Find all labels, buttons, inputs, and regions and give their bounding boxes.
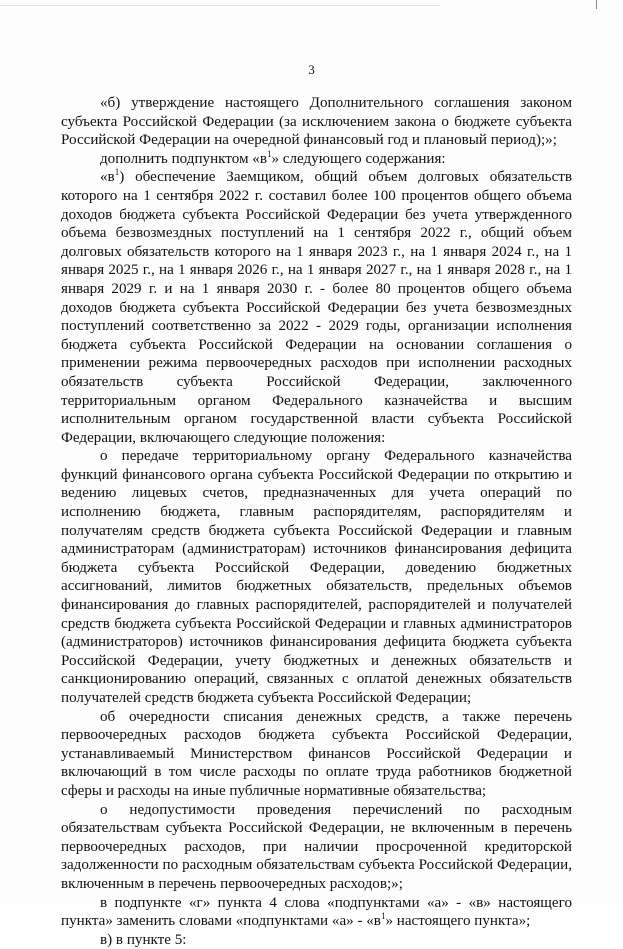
paragraph-p1 (61, 94, 572, 150)
text-run: дополнить подпунктом «в (100, 150, 267, 167)
scan-edge-line (0, 5, 440, 6)
superscript: 1 (380, 911, 386, 922)
text-run: о передаче территориальному органу Федерального казначейства функций финансового органа субъекта Российской Федерации по открытию и ведению лицевых счетов, предназначенных для учета операций по исполнению бюджета, главным распорядителям, распорядителям и получателям средств бюджета субъекта Российской Федерации и главным администраторам (администраторам) источников финансирования дефицита бюджета субъекта Российской Федерации, доведению бюджетных ассигнований, лимитов бюджетных обязательств, предельных объемов финансирования до главных распорядителей, распорядителей и получателей средств бюджета субъекта Российской Федерации и главных администраторов (администраторов) источников финансирования дефицита бюджета субъекта Российской Федерации, учету бюджетных и денежных обязательств и санкционированию операций, связанных с оплатой денежных обязательств получателей средств бюджета субъекта Российской Федерации; (61, 448, 572, 706)
text-run: ) обеспечение Заемщиком, общий объем долговых обязательств которого на 1 сентября 2022 г. составил более 100 процентов общего объема доходов бюджета субъекта Российской Федерации без учета утвержденного объема безвозмездных поступлений на 1 сентября 2022 г., общий объем долговых обязательств которого на 1 января 2023 г., на 1 января 2024 г., на 1 января 2025 г., на 1 января 2026 г., на 1 января 2027 г., на 1 января 2028 г., на 1 января 2029 г. и на 1 января 2030 г. - более 80 процентов общего объема доходов бюджета субъекта Российской Федерации без учета безвозмездных поступлений соответственно за 2022 - 2029 годы, организации исполнения бюджета субъекта Российской Федерации на основании соглашения о применении режима первоочередных расходов при исполнении расходных обязательств субъекта Российской Федерации, заключенного территориальным органом Федерального казначейства и высшим исполнительным органом государственной власти субъекта Российской Федерации, включающего следующие положения: (61, 169, 572, 446)
text-run: в подпункте «г» пункта 4 слова «подпунктами «а» - «в» настоящего пункта» заменить словами «подпунктами «а» - «в (61, 894, 572, 930)
text-run: об очередности списания денежных средств, а также перечень первоочередных расходов бюджета субъекта Российской Федерации, устанавливаемый Министерством финансов Российской Федерации и включающий в том числе расходы по оплате труда работников бюджетной сферы и расходы на иные публичные нормативные обязательства; (61, 708, 572, 799)
paragraph-p3 (61, 168, 572, 447)
text-run: » настоящего пункта»; (385, 913, 531, 930)
scan-edge-mark (596, 0, 597, 9)
text-run: о недопустимости проведения перечислений по расходным обязательствам субъекта Российской Федерации, не включенным в перечень первоочередных расходов, при наличии просроченной кредиторской задолженности по расходным обязательствам субъекта Российской Федерации, включенным в перечень первоочередных расходов;»; (61, 801, 572, 892)
paragraph-p7 (61, 894, 572, 931)
page-number: 3 (308, 62, 315, 77)
paragraph-p8 (61, 931, 572, 949)
paragraph-p2 (61, 150, 572, 169)
paragraph-p5 (61, 708, 572, 801)
text-run: «в (100, 169, 115, 186)
text-run: в) в пункте 5: (100, 931, 187, 948)
superscript: 1 (266, 148, 272, 159)
document-body (61, 94, 572, 949)
superscript: 1 (114, 167, 120, 178)
text-run: » следующего содержания: (271, 150, 446, 167)
paragraph-p4 (61, 447, 572, 707)
text-run: «б) утверждение настоящего Дополнительного соглашения законом субъекта Российской Федерации (за исключением закона о бюджете субъекта Российской Федерации на очередной финансовый год и плановый период);»; (61, 95, 572, 149)
paragraph-p6 (61, 801, 572, 894)
